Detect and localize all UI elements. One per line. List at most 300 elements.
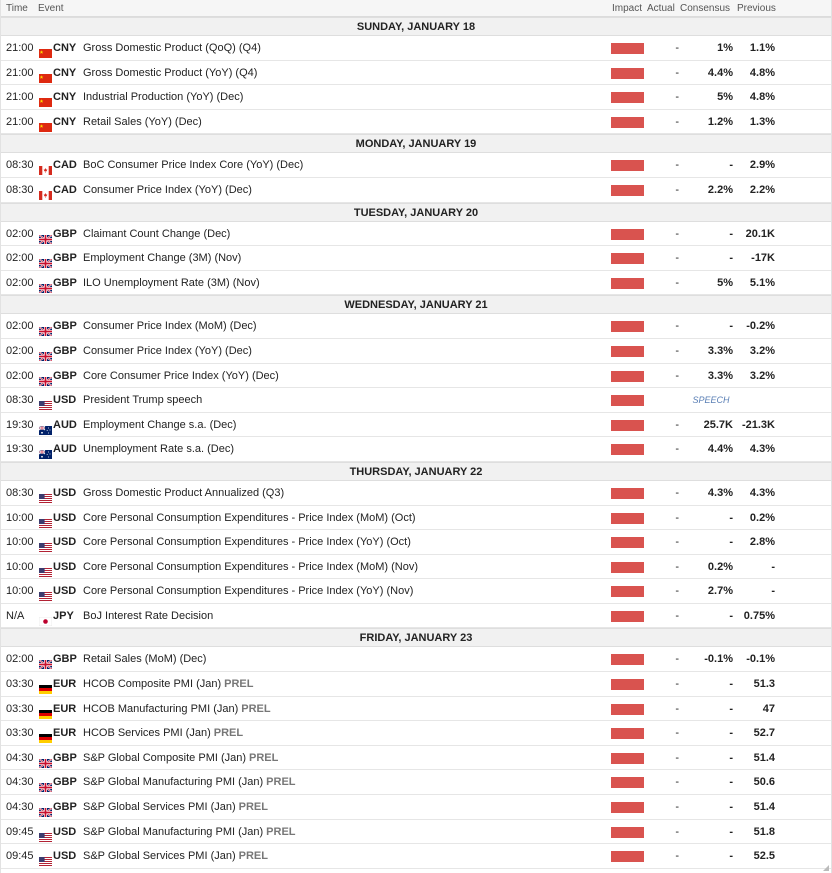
prel-tag: PREL [224, 678, 254, 691]
event-name[interactable]: Claimant Count Change (Dec) [83, 227, 231, 240]
previous-value: -17K [751, 252, 775, 265]
currency-code: AUD [53, 418, 77, 431]
consensus-value: 1.2% [707, 115, 733, 128]
impact-bar-high [611, 321, 644, 332]
event-time: 19:30 [6, 418, 34, 431]
actual-value: - [675, 443, 679, 456]
impact-bar-high [611, 371, 644, 382]
event-time: 08:30 [6, 159, 34, 172]
table-body [1, 17, 831, 869]
event-name[interactable]: HCOB Services PMI (Jan) [83, 727, 211, 740]
event-name[interactable]: Core Personal Consumption Expenditures - Price Index (YoY) (Nov) [83, 585, 414, 598]
prel-tag: PREL [266, 825, 296, 838]
event-name-cell[interactable] [83, 413, 236, 437]
event-name-cell[interactable] [83, 222, 230, 246]
impact-bar-high [611, 68, 644, 79]
flag-ca-icon [39, 160, 52, 169]
flag-gb-icon [39, 371, 52, 380]
day-header: MONDAY, JANUARY 19 [1, 134, 831, 153]
table-row[interactable] [1, 672, 831, 697]
currency-code: USD [53, 560, 77, 573]
actual-value: - [675, 159, 679, 172]
event-time: 04:30 [6, 776, 34, 789]
previous-value: 0.2% [749, 511, 775, 524]
previous-value: 1.1% [749, 42, 775, 54]
event-name[interactable]: Gross Domestic Product (YoY) (Q4) [83, 66, 258, 79]
event-time: 10:00 [6, 560, 34, 573]
table-row[interactable] [1, 271, 831, 296]
impact-bar-high [611, 654, 644, 665]
prel-tag: PREL [249, 751, 279, 764]
table-row[interactable] [1, 110, 831, 135]
header-actual[interactable]: Actual [647, 3, 675, 14]
table-row[interactable] [1, 506, 831, 531]
flag-us-icon [39, 537, 52, 546]
consensus-value: - [729, 511, 733, 524]
event-time: 02:00 [6, 320, 34, 333]
table-row[interactable] [1, 604, 831, 629]
previous-value: -21.3K [741, 418, 775, 431]
currency-code: GBP [53, 227, 77, 240]
event-time: 19:30 [6, 443, 34, 456]
event-time: 21:00 [6, 66, 34, 79]
header-impact[interactable]: Impact [612, 3, 643, 14]
table-row[interactable] [1, 481, 831, 506]
consensus-value: 2.7% [707, 585, 733, 598]
event-time: 02:00 [6, 653, 34, 666]
event-time: 21:00 [6, 91, 34, 104]
impact-bar-high [611, 562, 644, 573]
flag-gb-icon [39, 346, 52, 355]
currency-code: GBP [53, 252, 77, 265]
event-name[interactable]: Unemployment Rate s.a. (Dec) [83, 443, 234, 456]
event-name-cell[interactable] [83, 110, 202, 134]
flag-gb-icon [39, 654, 52, 663]
actual-value: - [675, 609, 679, 622]
event-time: 02:00 [6, 252, 34, 265]
actual-value: - [675, 678, 679, 691]
flag-us-icon [39, 851, 52, 860]
event-name-cell[interactable] [83, 697, 271, 721]
consensus-value: - [729, 227, 733, 240]
day-header: THURSDAY, JANUARY 22 [1, 462, 831, 481]
impact-bar-high [611, 513, 644, 524]
table-row[interactable] [1, 795, 831, 820]
event-name[interactable]: BoC Consumer Price Index Core (YoY) (Dec) [83, 159, 304, 172]
event-name[interactable]: S&P Global Services PMI (Jan) [83, 850, 236, 863]
event-name[interactable]: Industrial Production (YoY) (Dec) [83, 91, 244, 104]
impact-bar-high [611, 728, 644, 739]
event-name[interactable]: Employment Change s.a. (Dec) [83, 418, 237, 431]
flag-us-icon [39, 488, 52, 497]
event-name-cell[interactable] [83, 604, 213, 628]
table-row[interactable] [1, 61, 831, 86]
consensus-value: 3.3% [707, 369, 733, 382]
actual-value: - [675, 751, 679, 764]
previous-value: 0.75% [743, 609, 775, 622]
resize-handle-icon[interactable] [821, 859, 831, 873]
previous-value: 3.2% [749, 369, 775, 382]
event-name[interactable]: S&P Global Manufacturing PMI (Jan) [83, 776, 264, 789]
previous-value: 2.8% [749, 536, 775, 549]
event-name-cell[interactable] [83, 506, 416, 530]
actual-value: - [675, 183, 679, 196]
previous-value: 51.4 [753, 801, 775, 814]
event-name-cell[interactable] [83, 795, 268, 819]
event-name-cell[interactable] [83, 388, 202, 412]
currency-code: GBP [53, 276, 77, 289]
impact-bar-high [611, 704, 644, 715]
flag-gb-icon [39, 229, 52, 238]
previous-value: 4.8% [749, 66, 775, 79]
actual-value: - [675, 344, 679, 357]
event-time: 21:00 [6, 42, 34, 54]
actual-value: - [675, 801, 679, 814]
actual-value: - [675, 653, 679, 666]
event-name-cell[interactable] [83, 481, 284, 505]
currency-code: CNY [53, 66, 77, 79]
flag-us-icon [39, 586, 52, 595]
actual-value: - [675, 825, 679, 838]
flag-gb-icon [39, 253, 52, 262]
prel-tag: PREL [213, 727, 244, 740]
flag-cn-icon [39, 92, 52, 101]
consensus-value: -0.1% [704, 653, 733, 666]
event-name[interactable]: Core Consumer Price Index (YoY) (Dec) [83, 369, 279, 382]
event-name[interactable]: President Trump speech [83, 394, 203, 407]
currency-code: EUR [53, 702, 77, 715]
event-name[interactable]: S&P Global Composite PMI (Jan) [83, 751, 247, 764]
impact-bar-high [611, 679, 644, 690]
currency-code: USD [53, 850, 77, 863]
day-header: WEDNESDAY, JANUARY 21 [1, 295, 831, 314]
flag-gb-icon [39, 753, 52, 762]
event-name[interactable]: Gross Domestic Product (QoQ) (Q4) [83, 42, 261, 54]
previous-value: 5.1% [749, 276, 775, 289]
currency-code: CAD [53, 159, 77, 172]
previous-value: 50.6 [753, 776, 775, 789]
event-time: 08:30 [6, 486, 34, 499]
event-name[interactable]: Consumer Price Index (YoY) (Dec) [83, 183, 252, 196]
impact-bar-high [611, 253, 644, 264]
impact-bar-high [611, 827, 644, 838]
actual-value: - [675, 511, 679, 524]
consensus-value: - [729, 727, 733, 740]
event-name-cell[interactable] [83, 85, 243, 109]
header-previous[interactable]: Previous [737, 3, 776, 14]
flag-us-icon [39, 395, 52, 404]
previous-value: 3.2% [749, 344, 775, 357]
consensus-value: 4.3% [707, 486, 733, 499]
event-time: 09:45 [6, 825, 34, 838]
consensus-value: 5% [717, 91, 733, 104]
event-time: 02:00 [6, 276, 34, 289]
event-name-cell[interactable] [83, 36, 261, 60]
consensus-value: - [729, 801, 733, 814]
table-row[interactable] [1, 530, 831, 555]
table-row[interactable] [1, 770, 831, 795]
actual-value: - [675, 850, 679, 863]
table-row[interactable] [1, 153, 831, 178]
currency-code: GBP [53, 751, 77, 764]
table-row[interactable] [1, 555, 831, 580]
consensus-value: - [729, 320, 733, 333]
impact-bar-high [611, 444, 644, 455]
previous-value: 4.3% [749, 443, 775, 456]
actual-value: - [675, 369, 679, 382]
event-name[interactable]: Core Personal Consumption Expenditures - Price Index (MoM) (Nov) [83, 560, 419, 573]
table-row[interactable] [1, 413, 831, 438]
actual-value: - [675, 536, 679, 549]
impact-bar-high [611, 395, 644, 406]
currency-code: GBP [53, 320, 77, 333]
consensus-value: 0.2% [707, 560, 733, 573]
currency-code: CNY [53, 42, 77, 54]
event-time: 02:00 [6, 227, 34, 240]
previous-value: 52.7 [753, 727, 775, 740]
currency-code: AUD [53, 443, 77, 456]
consensus-value: 1% [717, 42, 733, 54]
event-time: 03:30 [6, 702, 34, 715]
event-name-cell[interactable] [83, 271, 260, 295]
event-name[interactable]: Employment Change (3M) (Nov) [83, 252, 242, 265]
table-row[interactable] [1, 178, 831, 203]
currency-code: USD [53, 536, 77, 549]
event-name[interactable]: HCOB Composite PMI (Jan) [83, 678, 222, 691]
consensus-value: - [729, 776, 733, 789]
actual-value: - [675, 227, 679, 240]
event-name[interactable]: S&P Global Manufacturing PMI (Jan) [83, 825, 264, 838]
event-time: 03:30 [6, 727, 34, 740]
flag-de-icon [39, 704, 52, 713]
day-header: SUNDAY, JANUARY 18 [1, 17, 831, 36]
previous-value: 20.1K [745, 227, 775, 240]
event-name[interactable]: BoJ Interest Rate Decision [83, 609, 214, 622]
impact-bar-high [611, 229, 644, 240]
currency-code: USD [53, 511, 77, 524]
actual-value: - [675, 276, 679, 289]
table-row[interactable] [1, 85, 831, 110]
impact-bar-high [611, 488, 644, 499]
flag-us-icon [39, 513, 52, 522]
flag-cn-icon [39, 43, 52, 52]
event-name-cell[interactable] [83, 672, 254, 696]
event-name-cell[interactable] [83, 61, 257, 85]
impact-bar-high [611, 43, 644, 54]
table-row[interactable] [1, 647, 831, 672]
currency-code: GBP [53, 653, 77, 666]
previous-value: 47 [762, 702, 775, 715]
event-name-cell[interactable] [83, 437, 234, 461]
impact-bar-high [611, 117, 644, 128]
impact-bar-high [611, 346, 644, 357]
event-name-cell[interactable] [83, 844, 268, 868]
flag-de-icon [39, 728, 52, 737]
flag-cn-icon [39, 68, 52, 77]
event-name[interactable]: Core Personal Consumption Expenditures - Price Index (YoY) (Oct) [83, 536, 411, 549]
flag-gb-icon [39, 777, 52, 786]
table-row[interactable] [1, 844, 831, 869]
event-time: 04:30 [6, 801, 34, 814]
table-row[interactable] [1, 437, 831, 462]
consensus-value: 4.4% [707, 443, 733, 456]
previous-value: -0.2% [746, 320, 775, 333]
event-name-cell[interactable] [83, 530, 411, 554]
currency-code: CAD [53, 183, 77, 196]
actual-value: - [675, 560, 679, 573]
impact-bar-high [611, 777, 644, 788]
actual-value: - [675, 42, 679, 54]
consensus-value: - [729, 159, 733, 172]
consensus-value: 5% [717, 276, 733, 289]
currency-code: GBP [53, 801, 77, 814]
event-time: 09:45 [6, 850, 34, 863]
event-name-cell[interactable] [83, 246, 241, 270]
event-name-cell[interactable] [83, 555, 418, 579]
event-name-cell[interactable] [83, 339, 252, 363]
flag-us-icon [39, 562, 52, 571]
impact-bar-high [611, 92, 644, 103]
table-row[interactable] [1, 820, 831, 845]
currency-code: EUR [53, 727, 77, 740]
table-row[interactable] [1, 339, 831, 364]
flag-de-icon [39, 679, 52, 688]
event-name[interactable]: HCOB Manufacturing PMI (Jan) [83, 702, 239, 715]
flag-us-icon [39, 827, 52, 836]
event-name[interactable]: Consumer Price Index (YoY) (Dec) [83, 344, 252, 357]
event-name-cell[interactable] [83, 647, 206, 671]
previous-value: - [771, 585, 775, 598]
actual-value: - [675, 115, 679, 128]
event-time: 08:30 [6, 183, 34, 196]
header-event[interactable]: Event [38, 3, 64, 14]
previous-value: 1.3% [749, 115, 775, 128]
event-name-cell[interactable] [83, 820, 296, 844]
event-name[interactable]: Core Personal Consumption Expenditures - Price Index (MoM) (Oct) [83, 511, 416, 524]
table-row[interactable] [1, 36, 831, 61]
flag-gb-icon [39, 802, 52, 811]
consensus-value: - [729, 252, 733, 265]
event-name-cell[interactable] [83, 579, 413, 603]
event-time: 03:30 [6, 678, 34, 691]
day-header: FRIDAY, JANUARY 23 [1, 628, 831, 647]
event-name[interactable]: Retail Sales (MoM) (Dec) [83, 653, 207, 666]
event-name-cell[interactable] [83, 721, 243, 745]
previous-value: 52.5 [753, 850, 775, 863]
prel-tag: PREL [238, 801, 268, 814]
currency-code: GBP [53, 776, 77, 789]
table-row[interactable] [1, 697, 831, 722]
currency-code: USD [53, 585, 77, 598]
event-name-cell[interactable] [83, 770, 296, 794]
previous-value: - [771, 560, 775, 573]
flag-ca-icon [39, 185, 52, 194]
consensus-value: - [729, 702, 733, 715]
table-row[interactable] [1, 364, 831, 389]
actual-value: - [675, 91, 679, 104]
impact-bar-high [611, 537, 644, 548]
previous-value: 51.4 [753, 751, 775, 764]
event-time: 02:00 [6, 344, 34, 357]
impact-bar-high [611, 185, 644, 196]
previous-value: 2.2% [749, 183, 775, 196]
actual-value: - [675, 320, 679, 333]
consensus-value: - [729, 850, 733, 863]
previous-value: -0.1% [746, 653, 775, 666]
prel-tag: PREL [238, 850, 268, 863]
currency-code: GBP [53, 369, 77, 382]
consensus-value: - [729, 678, 733, 691]
impact-bar-high [611, 160, 644, 171]
actual-value: - [675, 585, 679, 598]
flag-gb-icon [39, 321, 52, 330]
table-header [1, 0, 831, 17]
prel-tag: PREL [241, 702, 271, 715]
event-time: 10:00 [6, 585, 34, 598]
event-name-cell[interactable] [83, 178, 252, 202]
event-name-cell[interactable] [83, 364, 279, 388]
event-name[interactable]: S&P Global Services PMI (Jan) [83, 801, 236, 814]
event-name-cell[interactable] [83, 746, 278, 770]
event-name[interactable]: Consumer Price Index (MoM) (Dec) [83, 320, 257, 333]
currency-code: CNY [53, 115, 77, 128]
flag-gb-icon [39, 278, 52, 287]
actual-value: - [675, 776, 679, 789]
consensus-value: 25.7K [703, 418, 733, 431]
consensus-value: - [729, 751, 733, 764]
currency-code: EUR [53, 678, 77, 691]
currency-code: JPY [53, 609, 74, 622]
impact-bar-high [611, 278, 644, 289]
impact-bar-high [611, 420, 644, 431]
speech-tag: SPEECH [692, 395, 730, 406]
previous-value: 2.9% [749, 159, 775, 172]
impact-bar-high [611, 802, 644, 813]
currency-code: USD [53, 486, 77, 499]
event-name-cell[interactable] [83, 153, 303, 177]
actual-value: - [675, 727, 679, 740]
event-time: N/A [6, 609, 25, 622]
event-time: 10:00 [6, 511, 34, 524]
table-row[interactable] [1, 721, 831, 746]
impact-bar-high [611, 753, 644, 764]
table-row[interactable] [1, 579, 831, 604]
event-name[interactable]: Gross Domestic Product Annualized (Q3) [83, 486, 285, 499]
day-header: TUESDAY, JANUARY 20 [1, 203, 831, 222]
prel-tag: PREL [266, 776, 296, 789]
event-name-cell[interactable] [83, 314, 257, 338]
currency-code: GBP [53, 344, 77, 357]
impact-bar-high [611, 851, 644, 862]
currency-code: USD [53, 394, 77, 407]
event-name[interactable]: ILO Unemployment Rate (3M) (Nov) [83, 276, 260, 289]
flag-jp-icon [39, 611, 52, 620]
header-consensus[interactable]: Consensus [680, 3, 731, 14]
actual-value: - [675, 486, 679, 499]
previous-value: 51.3 [753, 678, 775, 691]
table-row[interactable] [1, 222, 831, 247]
consensus-value: - [729, 609, 733, 622]
event-name[interactable]: Retail Sales (YoY) (Dec) [83, 115, 202, 128]
previous-value: 4.3% [749, 486, 775, 499]
table-row[interactable] [1, 314, 831, 339]
consensus-value: 2.2% [707, 183, 733, 196]
table-row[interactable] [1, 746, 831, 771]
consensus-value: 3.3% [707, 344, 733, 357]
table-row[interactable] [1, 246, 831, 271]
header-time[interactable]: Time [6, 3, 28, 14]
table-row[interactable] [1, 388, 831, 413]
